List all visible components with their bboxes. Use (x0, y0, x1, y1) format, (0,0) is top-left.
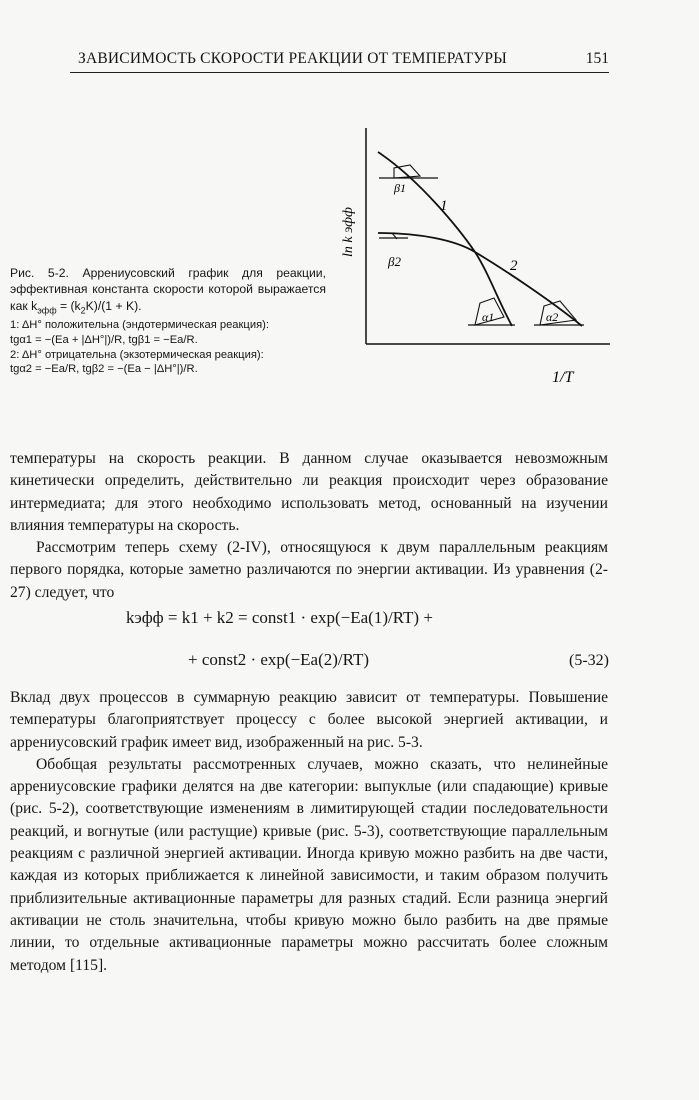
caption-item-1: 1: ΔH° положительна (эндотермическая реакция): (10, 319, 269, 332)
alpha1-label: α1 (482, 310, 495, 324)
x-axis-label: 1/T (552, 369, 574, 386)
beta2-label: β2 (388, 254, 401, 269)
beta1-mark (394, 165, 420, 178)
caption-item-1-formula: tgα1 = −(Ea + |ΔH°|)/R, tgβ1 = −Ea/R. (10, 333, 198, 346)
figure-caption (10, 265, 326, 377)
alpha2-label: α2 (546, 310, 559, 324)
curve-1-label: 1 (440, 198, 448, 214)
running-header-title: ЗАВИСИМОСТЬ СКОРОСТИ РЕАКЦИИ ОТ ТЕМПЕРАТУРЫ (78, 50, 507, 67)
y-axis-label: ln k эфф (341, 207, 356, 257)
paragraph-1: температуры на скорость реакции. В данном случае оказывается невозможным кинетически определить, действительно ли реакция происходит через образование интермедиата; для этого необходимо использовать метод, основанный на изучении влияния температуры на скорость. (10, 450, 608, 534)
equation-line-1: kэфф = k1 + k2 = const1 · exp(−Ea(1)/RT) + (126, 608, 433, 627)
curve-2-label: 2 (510, 258, 518, 274)
paragraph-2: Рассмотрим теперь схему (2-IV), относящуюся к двум параллельным реакциям первого порядка, которые заметно различаются по энергии активации. Из уравнения (2-27) следует, что (10, 539, 608, 601)
equation-line-2: + const2 · exp(−Ea(2)/RT) (188, 650, 370, 669)
arrhenius-figure (330, 120, 620, 395)
caption-item-2-formula: tgα2 = −Ea/R, tgβ2 = −(Ea − |ΔH°|)/R. (10, 363, 198, 376)
caption-item-2: 2: ΔH° отрицательна (экзотермическая реакция): (10, 348, 264, 361)
arrhenius-plot (330, 120, 620, 395)
body-text-top (10, 448, 608, 604)
beta1-label: β1 (394, 181, 406, 195)
body-text-bottom (10, 687, 608, 977)
paragraph-4: Обобщая результаты рассмотренных случаев, можно сказать, что нелинейные аррениусовские графики делятся на две категории: выпуклые (или спадающие) кривые (рис. 5-2), соответствующие изменениям в лимитирующей стадии последовательности реакций, и вогнутые (или растущие) кривые (рис. 5-3), соответствующие параллельным реакциям с различной энергией активации. Иногда кривую можно разбить на две части, каждая из которых приближается к линейной зависимости, и таким образом получить приблизительные активационные параметры для разных стадий. Если разница энергий активации не столь значительна, чтобы кривую можно было разбить на две прямые линии, то отдельные активационные параметры можно рассчитать более сложным методом [115]. (10, 755, 608, 974)
equation-number: (5-32) (569, 652, 609, 669)
caption-main: Рис. 5-2. Аррениусовский график для реакции, эффективная константа скорости которой выражается как $k_{эфф} = (k_2K)/(1 + K)$. (10, 266, 326, 316)
running-header (70, 50, 609, 73)
page-number: 151 (585, 50, 609, 67)
paragraph-3: Вклад двух процессов в суммарную реакцию зависит от температуры. Повышение температуры благоприятствует процессу с более высокой энергией активации, и аррениусовский график имеет вид, изображенный на рис. 5-3. (10, 689, 608, 751)
